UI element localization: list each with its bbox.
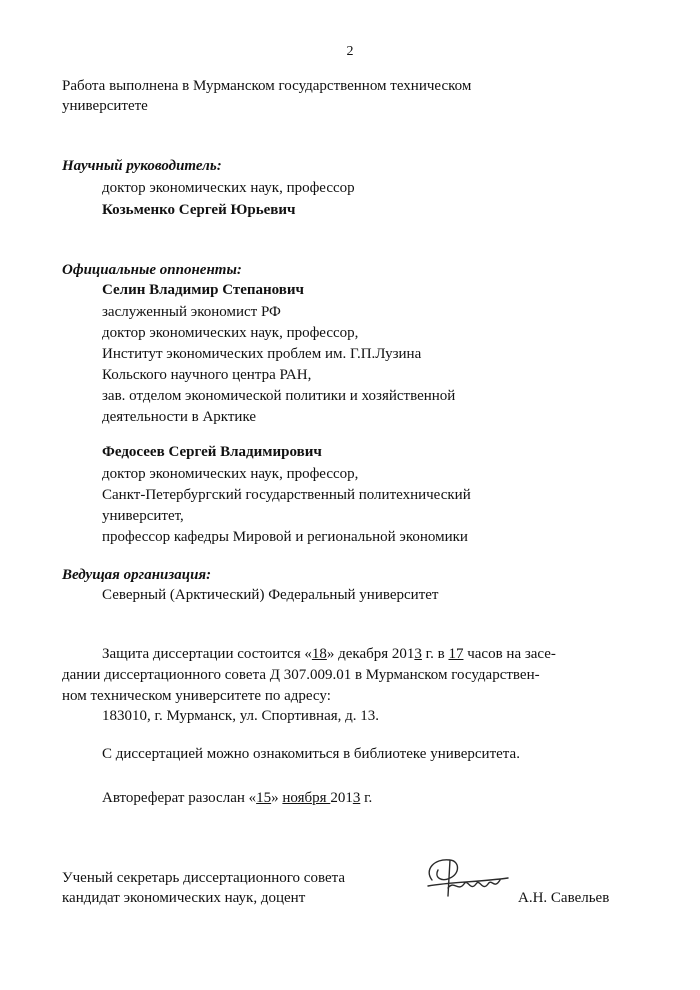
lead-org-name: Северный (Арктический) Федеральный университет	[102, 587, 439, 603]
sent-month: ноября	[282, 790, 331, 806]
defense-line-3: ном техническом университете по адресу:	[62, 688, 331, 704]
defense-line-2: дании диссертационного совета Д 307.009.01 в Мурманском государствен-	[62, 667, 540, 683]
secretary-line-1: Ученый секретарь диссертационного совета	[62, 870, 345, 886]
sent-year-digit: 3	[352, 790, 361, 806]
supervisor-name: Козьменко Сергей Юрьевич	[102, 202, 296, 218]
sent-text: 201	[330, 790, 353, 806]
opponent-2-name: Федосеев Сергей Владимирович	[102, 444, 322, 460]
defense-address: 183010, г. Мурманск, ул. Спортивная, д. 13.	[102, 708, 380, 724]
opponent-1-line: Институт экономических проблем им. Г.П.Лузина	[102, 346, 422, 362]
defense-text: Защита диссертации состоится «	[102, 646, 312, 662]
opponent-2-line: Санкт-Петербургский государственный политехнический	[102, 487, 471, 503]
intro-line-2: университете	[62, 98, 148, 114]
opponent-2-line: доктор экономических наук, профессор,	[102, 466, 359, 482]
lead-org-heading: Ведущая организация:	[62, 567, 212, 583]
opponents-heading: Официальные оппоненты:	[62, 262, 242, 278]
abstract-sent-line	[102, 788, 372, 808]
opponent-2-line: университет,	[102, 508, 184, 524]
sent-text: г.	[360, 790, 373, 806]
sent-text: Автореферат разослан «	[102, 790, 257, 806]
page-number: 2	[346, 44, 354, 59]
intro-line-1: Работа выполнена в Мурманском государственном техническом	[62, 78, 472, 94]
defense-hour: 17	[448, 646, 464, 662]
secretary-name: А.Н. Савельев	[518, 890, 610, 906]
sent-day: 15	[256, 790, 272, 806]
defense-year-digit: 3	[414, 646, 422, 662]
defense-line-1	[102, 644, 556, 664]
opponent-1-name: Селин Владимир Степанович	[102, 282, 305, 298]
secretary-line-2: кандидат экономических наук, доцент	[62, 890, 306, 906]
defense-day: 18	[311, 646, 327, 662]
supervisor-degree: доктор экономических наук, профессор	[102, 180, 355, 196]
opponent-1-line: зав. отделом экономической политики и хозяйственной	[102, 388, 456, 404]
signature-image	[420, 852, 520, 902]
defense-text: г. в	[421, 646, 449, 662]
defense-text: часов на засе-	[463, 646, 556, 662]
supervisor-heading: Научный руководитель:	[62, 158, 222, 174]
opponent-1-line: Кольского научного центра РАН,	[102, 367, 312, 383]
opponent-2-line: профессор кафедры Мировой и региональной экономики	[102, 529, 468, 545]
opponent-1-line: заслуженный экономист РФ	[102, 304, 281, 320]
opponent-1-line: доктор экономических наук, профессор,	[102, 325, 359, 341]
sent-text: »	[271, 790, 283, 806]
defense-text: » декабря 201	[326, 646, 415, 662]
opponent-1-line: деятельности в Арктике	[102, 409, 257, 425]
library-note: С диссертацией можно ознакомиться в библиотеке университета.	[102, 746, 520, 762]
